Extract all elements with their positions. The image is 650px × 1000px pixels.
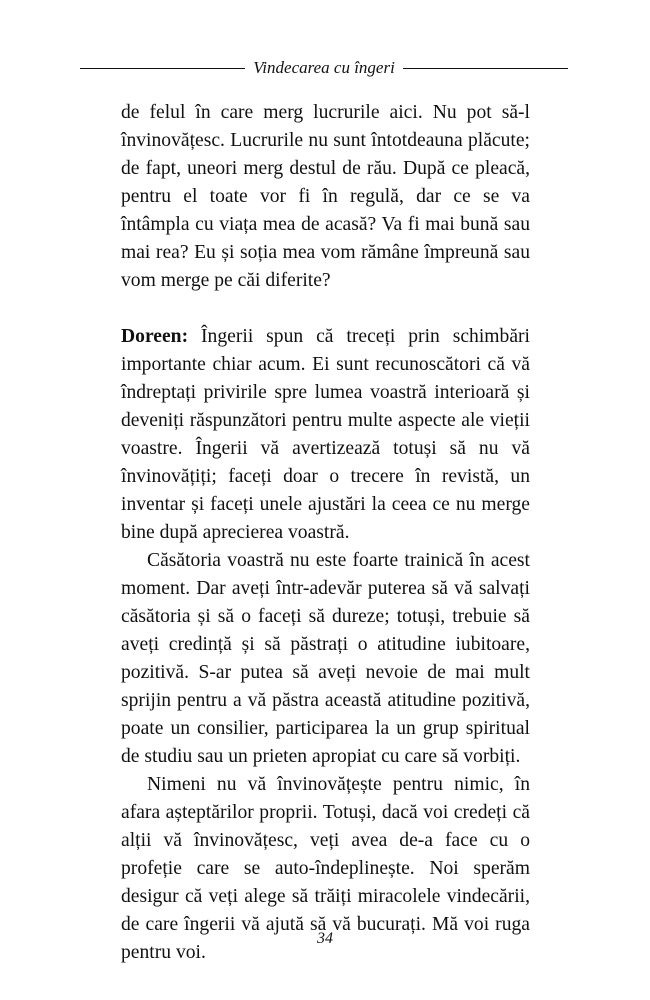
header-rule-left	[80, 68, 245, 69]
speaker-label: Doreen:	[121, 326, 189, 347]
page-number: 34	[317, 930, 333, 947]
paragraph-marriage: Căsătoria voastră nu este foarte trainică în acest moment. Dar aveți într-adevăr puterea să vă salvați căsătoria și să o faceți să dureze; totuși, trebuie să aveți credință și să păstrați o atitudine iubitoare, pozitivă. S-ar putea să aveți nevoie de mai mult sprijin pentru a vă păstra această atitudine pozitivă, poate un consilier, participarea la un grup spiritual de studiu sau un prieten apropiat cu care să vorbiți.	[121, 550, 530, 767]
paragraph-doreen-reply	[121, 323, 530, 547]
running-title: Vindecarea cu îngeri	[253, 58, 395, 77]
page-body	[121, 99, 530, 967]
paragraph-doreen-text: Îngerii spun că treceți prin schimbări importante chiar acum. Ei sunt recunoscători că vă îndreptați privirile spre lumea voastră interioară și deveniți răspunzători pentru multe aspecte ale vieții voastre. Îngerii vă avertizează totuși să nu vă învinovățiți; faceți doar o trecere în revistă, un inventar și faceți unele ajustări la ceea ce nu merge bine după aprecierea voastră.	[121, 326, 530, 543]
paragraph-continuation: de felul în care merg lucrurile aici. Nu pot să-l învinovățesc. Lucrurile nu sunt întotdeauna plăcute; de fapt, uneori merg destul de rău. După ce pleacă, pentru el toate vor fi în regulă, dar ce se va întâmpla cu viața mea de acasă? Va fi mai bună sau mai rea? Eu și soția mea vom rămâne împreună sau vom merge pe căi diferite?	[121, 102, 530, 291]
header-rule-right	[403, 68, 568, 69]
paragraph-closing: Nimeni nu vă învinovățește pentru nimic, în afara așteptărilor proprii. Totuși, dacă voi credeți că alții vă învinovățesc, veți avea de-a face cu o profeție care se auto-îndeplinește. Noi sperăm desigur că veți alege să trăiți miracolele vindecării, de care îngerii vă ajută să vă bucurați. Mă voi ruga pentru voi.	[121, 774, 530, 963]
running-header	[80, 58, 568, 78]
